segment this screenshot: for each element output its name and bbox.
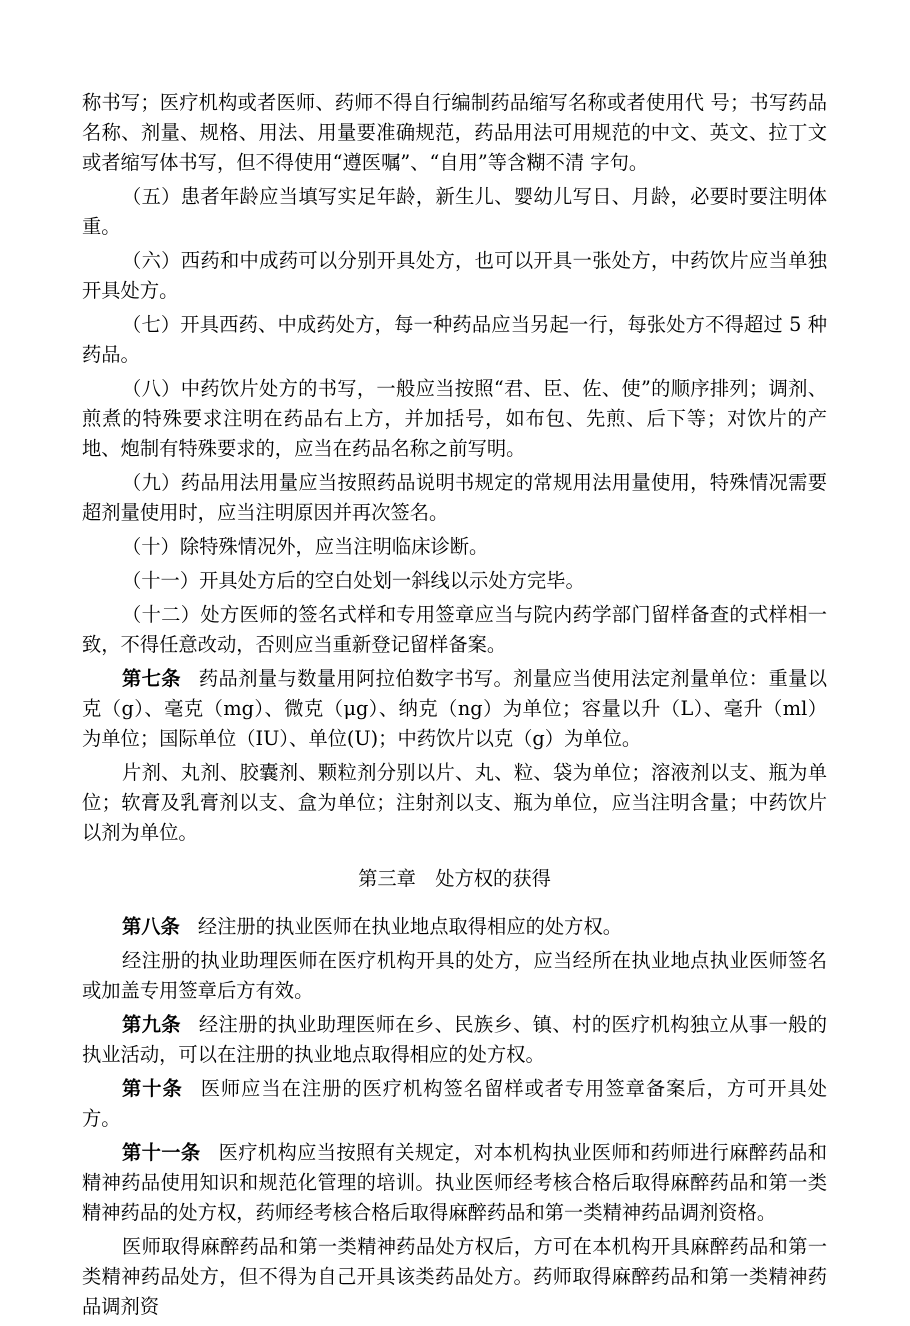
article-7-text: 药品剂量与数量用阿拉伯数字书写。剂量应当使用法定剂量单位：重量以克（g）、毫克（mg）、微克（μg）、纳克（ng）为单位；容量以升（L）、毫升（ml）为单位；国际单位（IU）、单位(U)；中药饮片以克（g）为单位。 [82, 667, 828, 750]
paragraph-continuation: 称书写；医疗机构或者医师、药师不得自行编制药品缩写名称或者使用代 号；书写药品名称、剂量、规格、用法、用量要准确规范，药品用法可用规范的中文、英文、拉丁文或者缩写体书写，但不得使用“遵医嘱”、“自用”等含糊不清 字句。 [82, 91, 827, 174]
article-10-title: 第十条 [122, 1077, 183, 1100]
article-8 [82, 912, 827, 942]
article-10-text: 医师应当在注册的医疗机构签名留样或者专用签章备案后，方可开具处方。 [82, 1077, 827, 1130]
article-8-title: 第八条 [122, 915, 180, 938]
paragraph-item-6: （六）西药和中成药可以分别开具处方，也可以开具一张处方，中药饮片应当单独开具处方。 [82, 249, 827, 302]
article-9-title: 第九条 [122, 1013, 181, 1036]
article-7 [82, 664, 827, 754]
article-11-text: 医疗机构应当按照有关规定，对本机构执业医师和药师进行麻醉药品和精神药品使用知识和规范化管理的培训。执业医师经考核合格后取得麻醉药品和第一类精神药品的处方权，药师经考核合格后取得麻醉药品和第一类精神药品调剂资格。 [82, 1141, 828, 1224]
document-page [82, 88, 827, 1326]
article-11-paragraph-2: 医师取得麻醉药品和第一类精神药品处方权后，方可在本机构开具麻醉药品和第一类精神药品处方，但不得为自己开具该类药品处方。药师取得麻醉药品和第一类精神药品调剂资 [82, 1235, 827, 1318]
article-9-text: 经注册的执业助理医师在乡、民族乡、镇、村的医疗机构独立从事一般的执业活动，可以在注册的执业地点取得相应的处方权。 [82, 1013, 828, 1066]
paragraph-item-11: （十一）开具处方后的空白处划一斜线以示处方完毕。 [122, 569, 585, 592]
paragraph-item-10: （十）除特殊情况外，应当注明临床诊断。 [122, 535, 489, 558]
paragraph-item-12: （十二）处方医师的签名式样和专用签章应当与院内药学部门留样备查的式样相一致，不得任意改动，否则应当重新登记留样备案。 [82, 603, 827, 656]
article-7-paragraph-2: 片剂、丸剂、胶囊剂、颗粒剂分别以片、丸、粒、袋为单位；溶液剂以支、瓶为单位；软膏及乳膏剂以支、盒为单位；注射剂以支、瓶为单位，应当注明含量；中药饮片以剂为单位。 [82, 761, 827, 844]
article-11-title: 第十一条 [122, 1141, 201, 1164]
article-8-paragraph-2: 经注册的执业助理医师在医疗机构开具的处方，应当经所在执业地点执业医师签名或加盖专用签章后方有效。 [82, 949, 827, 1002]
article-9 [82, 1010, 827, 1070]
article-7-title: 第七条 [122, 667, 181, 690]
article-8-text: 经注册的执业医师在执业地点取得相应的处方权。 [197, 915, 623, 938]
article-10 [82, 1074, 827, 1134]
article-11 [82, 1138, 827, 1228]
chapter-heading: 第三章 处方权的获得 [358, 867, 551, 890]
paragraph-item-5: （五）患者年龄应当填写实足年龄，新生儿、婴幼儿写日、月龄，必要时要注明体重。 [82, 185, 827, 238]
paragraph-item-9: （九）药品用法用量应当按照药品说明书规定的常规用法用量使用，特殊情况需要超剂量使用时，应当注明原因并再次签名。 [82, 471, 827, 524]
paragraph-item-8: （八）中药饮片处方的书写，一般应当按照“君、臣、佐、使”的顺序排列；调剂、煎煮的特殊要求注明在药品右上方，并加括号，如布包、先煎、后下等；对饮片的产地、炮制有特殊要求的，应当在药品名称之前写明。 [82, 377, 827, 460]
paragraph-item-7: （七）开具西药、中成药处方，每一种药品应当另起一行，每张处方不得超过 5 种药品。 [82, 313, 827, 366]
